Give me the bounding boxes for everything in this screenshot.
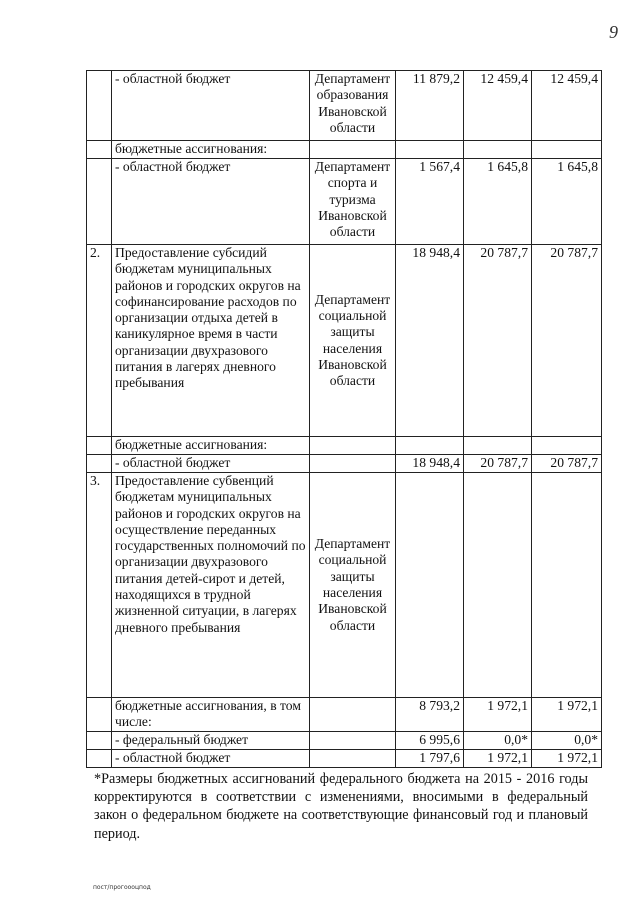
row-number-cell bbox=[87, 698, 112, 732]
file-path-footer: пост/прогоооцпод bbox=[93, 884, 151, 891]
year3-amount: 1 645,8 bbox=[532, 159, 602, 245]
department-cell bbox=[310, 245, 396, 437]
year3-amount: 1 972,1 bbox=[532, 750, 602, 768]
year1-amount: 18 948,4 bbox=[396, 455, 464, 473]
year1-amount bbox=[396, 141, 464, 159]
page-number: 9 bbox=[609, 22, 618, 42]
description-cell: - областной бюджет bbox=[112, 750, 310, 768]
year2-amount: 12 459,4 bbox=[464, 71, 532, 141]
department-cell bbox=[310, 732, 396, 750]
year2-amount bbox=[464, 437, 532, 455]
department-cell bbox=[310, 750, 396, 768]
description-cell: - областной бюджет bbox=[112, 455, 310, 473]
year2-amount: 20 787,7 bbox=[464, 245, 532, 437]
department-text: Департамент социальной защиты населения Ивановской области bbox=[314, 536, 391, 633]
department-text: Департамент социальной защиты населения Ивановской области bbox=[314, 291, 391, 389]
year2-amount bbox=[464, 141, 532, 159]
row-number-cell bbox=[87, 455, 112, 473]
row-number-cell bbox=[87, 437, 112, 455]
year2-amount: 20 787,7 bbox=[464, 455, 532, 473]
table-row bbox=[87, 473, 602, 698]
year2-amount: 1 972,1 bbox=[464, 750, 532, 768]
year3-amount: 20 787,7 bbox=[532, 455, 602, 473]
row-number-cell bbox=[87, 71, 112, 141]
year1-amount: 6 995,6 bbox=[396, 732, 464, 750]
year3-amount bbox=[532, 473, 602, 698]
budget-table bbox=[86, 70, 602, 768]
description-cell: - областной бюджет bbox=[112, 159, 310, 245]
year3-amount: 20 787,7 bbox=[532, 245, 602, 437]
row-number-cell bbox=[87, 732, 112, 750]
department-cell bbox=[310, 698, 396, 732]
year1-amount: 11 879,2 bbox=[396, 71, 464, 141]
year3-amount: 0,0* bbox=[532, 732, 602, 750]
year2-amount: 1 972,1 bbox=[464, 698, 532, 732]
description-cell: Предоставление субвенций бюджетам муниципальных районов и городских округов на осуществление переданных государственных полномочий по организации двухразового питания детей-сирот и детей, находящихся в трудной жизненной ситуации, в лагерях дневного пребывания bbox=[112, 473, 310, 698]
department-cell: Департамент спорта и туризма Ивановской области bbox=[310, 159, 396, 245]
description-cell: бюджетные ассигнования: bbox=[112, 141, 310, 159]
table-row bbox=[87, 455, 602, 473]
department-cell bbox=[310, 455, 396, 473]
year3-amount: 1 972,1 bbox=[532, 698, 602, 732]
table-row bbox=[87, 732, 602, 750]
department-cell bbox=[310, 141, 396, 159]
year3-amount bbox=[532, 141, 602, 159]
description-cell: Предоставление субсидий бюджетам муниципальных районов и городских округов на софинансирование расходов по организации отдыха детей в каникулярное время в части организации двухразового питания в лагерях дневного пребывания bbox=[112, 245, 310, 437]
row-number-cell: 3. bbox=[87, 473, 112, 698]
department-cell bbox=[310, 437, 396, 455]
department-cell bbox=[310, 473, 396, 698]
description-cell: бюджетные ассигнования: bbox=[112, 437, 310, 455]
table-row bbox=[87, 245, 602, 437]
year2-amount bbox=[464, 473, 532, 698]
table-row bbox=[87, 141, 602, 159]
year1-amount: 1 797,6 bbox=[396, 750, 464, 768]
description-cell: - областной бюджет bbox=[112, 71, 310, 141]
year2-amount: 0,0* bbox=[464, 732, 532, 750]
description-cell: - федеральный бюджет bbox=[112, 732, 310, 750]
table-row bbox=[87, 750, 602, 768]
row-number-cell bbox=[87, 159, 112, 245]
year2-amount: 1 645,8 bbox=[464, 159, 532, 245]
table-row bbox=[87, 71, 602, 141]
year1-amount: 8 793,2 bbox=[396, 698, 464, 732]
row-number-cell bbox=[87, 750, 112, 768]
year3-amount: 12 459,4 bbox=[532, 71, 602, 141]
year1-amount: 18 948,4 bbox=[396, 245, 464, 437]
year1-amount bbox=[396, 437, 464, 455]
year1-amount: 1 567,4 bbox=[396, 159, 464, 245]
table-row bbox=[87, 698, 602, 732]
year1-amount bbox=[396, 473, 464, 698]
year3-amount bbox=[532, 437, 602, 455]
department-cell: Департамент образования Ивановской области bbox=[310, 71, 396, 141]
row-number-cell bbox=[87, 141, 112, 159]
footnote: *Размеры бюджетных ассигнований федерального бюджета на 2015 - 2016 годы корректируются в соответствии с изменениями, вносимыми в федеральный закон о федеральном бюджете на соответствующие финансовый год и плановый период. bbox=[94, 771, 588, 842]
description-cell: бюджетные ассигнования, в том числе: bbox=[112, 698, 310, 732]
table-row bbox=[87, 159, 602, 245]
row-number-cell: 2. bbox=[87, 245, 112, 437]
table-row bbox=[87, 437, 602, 455]
